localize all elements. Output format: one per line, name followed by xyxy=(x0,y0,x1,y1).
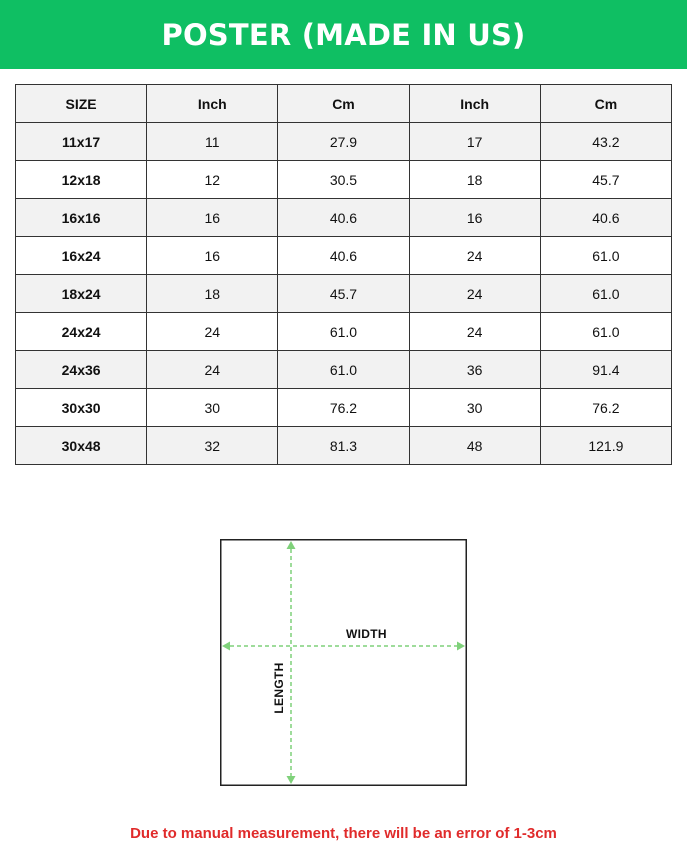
width-cm-cell: 40.6 xyxy=(278,199,409,237)
width-inch-cell: 24 xyxy=(147,351,278,389)
width-inch-cell: 32 xyxy=(147,427,278,465)
size-cell: 18x24 xyxy=(16,275,147,313)
size-cell: 24x36 xyxy=(16,351,147,389)
width-cm-cell: 45.7 xyxy=(278,275,409,313)
poster-measurement-diagram xyxy=(220,539,467,786)
length-cm-cell: 45.7 xyxy=(540,161,671,199)
page-title: POSTER (MADE IN US) xyxy=(161,17,526,52)
width-cm-cell: 81.3 xyxy=(278,427,409,465)
length-cm-cell: 61.0 xyxy=(540,275,671,313)
length-cm-cell: 43.2 xyxy=(540,123,671,161)
length-cm-cell: 76.2 xyxy=(540,389,671,427)
width-cm-cell: 76.2 xyxy=(278,389,409,427)
table-row xyxy=(16,389,672,427)
table-row xyxy=(16,123,672,161)
size-cell: 16x24 xyxy=(16,237,147,275)
width-cm-cell: 61.0 xyxy=(278,351,409,389)
size-cell: 11x17 xyxy=(16,123,147,161)
table-row xyxy=(16,161,672,199)
column-header-width-inch: Inch xyxy=(147,85,278,123)
width-cm-cell: 40.6 xyxy=(278,237,409,275)
length-label: LENGTH xyxy=(272,662,286,714)
size-cell: 30x48 xyxy=(16,427,147,465)
table-row xyxy=(16,237,672,275)
header-banner xyxy=(0,0,687,69)
table-row xyxy=(16,313,672,351)
length-cm-cell: 121.9 xyxy=(540,427,671,465)
length-inch-cell: 17 xyxy=(409,123,540,161)
width-inch-cell: 24 xyxy=(147,313,278,351)
length-inch-cell: 16 xyxy=(409,199,540,237)
width-cm-cell: 27.9 xyxy=(278,123,409,161)
size-cell: 16x16 xyxy=(16,199,147,237)
size-cell: 24x24 xyxy=(16,313,147,351)
length-inch-cell: 48 xyxy=(409,427,540,465)
width-inch-cell: 16 xyxy=(147,237,278,275)
length-inch-cell: 24 xyxy=(409,237,540,275)
width-inch-cell: 11 xyxy=(147,123,278,161)
length-inch-cell: 24 xyxy=(409,275,540,313)
column-header-size: SIZE xyxy=(16,85,147,123)
measurement-error-note: Due to manual measurement, there will be an error of 1-3cm xyxy=(130,825,557,842)
column-header-width-cm: Cm xyxy=(278,85,409,123)
table-row xyxy=(16,351,672,389)
size-table xyxy=(15,84,672,465)
width-inch-cell: 16 xyxy=(147,199,278,237)
width-inch-cell: 18 xyxy=(147,275,278,313)
length-cm-cell: 61.0 xyxy=(540,313,671,351)
width-cm-cell: 61.0 xyxy=(278,313,409,351)
length-cm-cell: 40.6 xyxy=(540,199,671,237)
table-row xyxy=(16,199,672,237)
table-row xyxy=(16,275,672,313)
length-cm-cell: 91.4 xyxy=(540,351,671,389)
table-row xyxy=(16,427,672,465)
table-header-row xyxy=(16,85,672,123)
length-cm-cell: 61.0 xyxy=(540,237,671,275)
size-cell: 30x30 xyxy=(16,389,147,427)
width-label: WIDTH xyxy=(346,627,387,641)
length-inch-cell: 24 xyxy=(409,313,540,351)
length-inch-cell: 30 xyxy=(409,389,540,427)
width-inch-cell: 12 xyxy=(147,161,278,199)
poster-outline-graphic xyxy=(220,539,467,786)
poster-outline xyxy=(221,540,467,786)
length-inch-cell: 18 xyxy=(409,161,540,199)
width-cm-cell: 30.5 xyxy=(278,161,409,199)
length-inch-cell: 36 xyxy=(409,351,540,389)
width-inch-cell: 30 xyxy=(147,389,278,427)
column-header-length-inch: Inch xyxy=(409,85,540,123)
size-cell: 12x18 xyxy=(16,161,147,199)
column-header-length-cm: Cm xyxy=(540,85,671,123)
